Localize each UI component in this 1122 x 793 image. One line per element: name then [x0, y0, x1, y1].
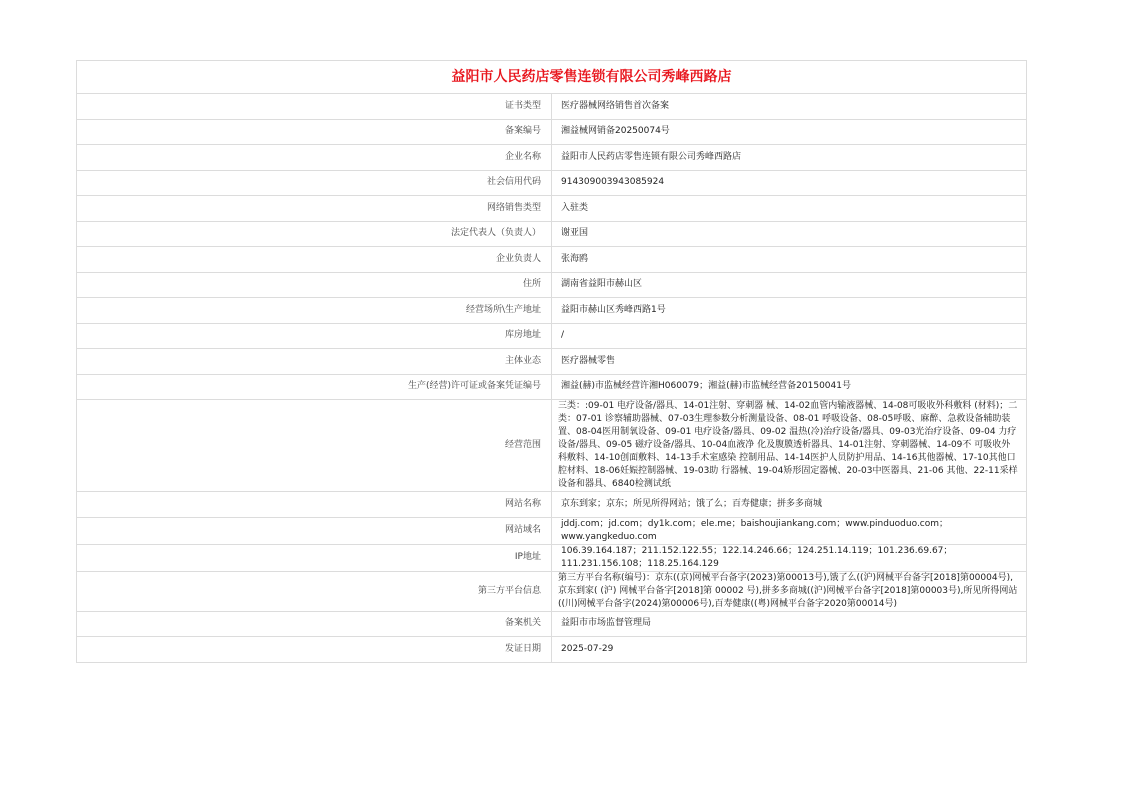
field-label-legal-rep: 法定代表人（负责人） [77, 221, 552, 247]
page-title: 益阳市人民药店零售连锁有限公司秀峰西路店 [77, 61, 1027, 94]
table-row [77, 349, 1027, 375]
field-value-sales-type: 入驻类 [552, 196, 1027, 222]
field-value-license-number: 湘益(赫)市监械经营许湘H060079；湘益(赫)市监械经营备20150041号 [552, 374, 1027, 400]
field-label-cert-type: 证书类型 [77, 94, 552, 120]
field-value-ip-address: 106.39.164.187；211.152.122.55；122.14.246.66；124.251.14.119；101.236.69.67；111.231.156.108；118.25.164.129 [552, 544, 1027, 571]
field-label-business-format: 主体业态 [77, 349, 552, 375]
field-value-company-name: 益阳市人民药店零售连锁有限公司秀峰西路店 [552, 145, 1027, 171]
field-label-enterprise-head: 企业负责人 [77, 247, 552, 273]
table-row [77, 492, 1027, 518]
field-value-business-format: 医疗器械零售 [552, 349, 1027, 375]
table-row [77, 374, 1027, 400]
field-value-third-party: 第三方平台名称(编号)：京东((京)网械平台备字(2023)第00013号),饿了么((沪)网械平台备字[2018]第00004号),京东到家( (沪) 网械平台备字[2018]第 00002 号),拼多多商城((沪)网械平台备字[2018]第00003号),所见所得网站((川)网械平台备字(2024)第00006号),百寿健康((粤)网械平台备字2020第00014号) [552, 571, 1027, 611]
field-label-record-number: 备案编号 [77, 119, 552, 145]
field-label-license-number: 生产(经营)许可证或备案凭证编号 [77, 374, 552, 400]
field-value-website-domain: jddj.com；jd.com；dy1k.com；ele.me；baishoujiankang.com；www.pinduoduo.com；www.yangkeduo.com [552, 517, 1027, 544]
table-row [77, 323, 1027, 349]
table-row [77, 119, 1027, 145]
field-value-issue-date: 2025-07-29 [552, 637, 1027, 663]
field-label-business-address: 经营场所\生产地址 [77, 298, 552, 324]
field-value-residence: 湖南省益阳市赫山区 [552, 272, 1027, 298]
table-row [77, 94, 1027, 120]
field-value-cert-type: 医疗器械网络销售首次备案 [552, 94, 1027, 120]
table-row [77, 221, 1027, 247]
field-label-credit-code: 社会信用代码 [77, 170, 552, 196]
field-label-business-scope: 经营范围 [77, 400, 552, 492]
field-value-credit-code: 914309003943085924 [552, 170, 1027, 196]
table-row [77, 145, 1027, 171]
field-value-record-number: 湘益械网销备20250074号 [552, 119, 1027, 145]
table-row [77, 196, 1027, 222]
table-row [77, 170, 1027, 196]
field-value-business-scope: 三类：:09-01 电疗设备/器具、14-01注射、穿刺器 械、14-02血管内输液器械、14-08可吸收外科敷料 (材料)；二类：07-01 诊察辅助器械、07-03生理参数分析测量设备、08-01 呼吸设备、08-05呼吸、麻醉、急救设备辅助装 置、08-04医用制氧设备、09-01 电疗设备/器具、09-02 温热(冷)治疗设备/器具、09-03光治疗设备、09-04 力疗设备/器具、09-05 磁疗设备/器具、10-04血液净 化及腹膜透析器具、14-01注射、穿刺器械、14-09不 可吸收外科敷料、14-10创面敷料、14-13手术室感染 控制用品、14-14医护人员防护用品、14-16其他器械、17-10其他口腔材料、18-06妊娠控制器械、19-03助 行器械、19-04矫形固定器械、20-03中医器具、21-06 其他、22-11采样设备和器具、6840检测试纸 [552, 400, 1027, 492]
field-label-website-domain: 网站域名 [77, 517, 552, 544]
table-row [77, 400, 1027, 492]
field-label-issue-date: 发证日期 [77, 637, 552, 663]
title-row [77, 61, 1027, 94]
field-value-enterprise-head: 张海鸥 [552, 247, 1027, 273]
field-label-website-name: 网站名称 [77, 492, 552, 518]
field-value-legal-rep: 谢亚国 [552, 221, 1027, 247]
field-value-website-name: 京东到家；京东；所见所得网站；饿了么；百寿健康；拼多多商城 [552, 492, 1027, 518]
field-value-warehouse-address: / [552, 323, 1027, 349]
table-row [77, 611, 1027, 637]
table-row [77, 272, 1027, 298]
table-row [77, 571, 1027, 611]
field-label-ip-address: IP地址 [77, 544, 552, 571]
table-row [77, 544, 1027, 571]
field-value-business-address: 益阳市赫山区秀峰西路1号 [552, 298, 1027, 324]
record-table [76, 60, 1027, 663]
field-label-company-name: 企业名称 [77, 145, 552, 171]
table-row [77, 247, 1027, 273]
field-label-third-party: 第三方平台信息 [77, 571, 552, 611]
field-label-filing-authority: 备案机关 [77, 611, 552, 637]
table-row [77, 298, 1027, 324]
field-value-filing-authority: 益阳市市场监督管理局 [552, 611, 1027, 637]
table-row [77, 637, 1027, 663]
field-label-sales-type: 网络销售类型 [77, 196, 552, 222]
field-label-residence: 住所 [77, 272, 552, 298]
table-row [77, 517, 1027, 544]
field-label-warehouse-address: 库房地址 [77, 323, 552, 349]
